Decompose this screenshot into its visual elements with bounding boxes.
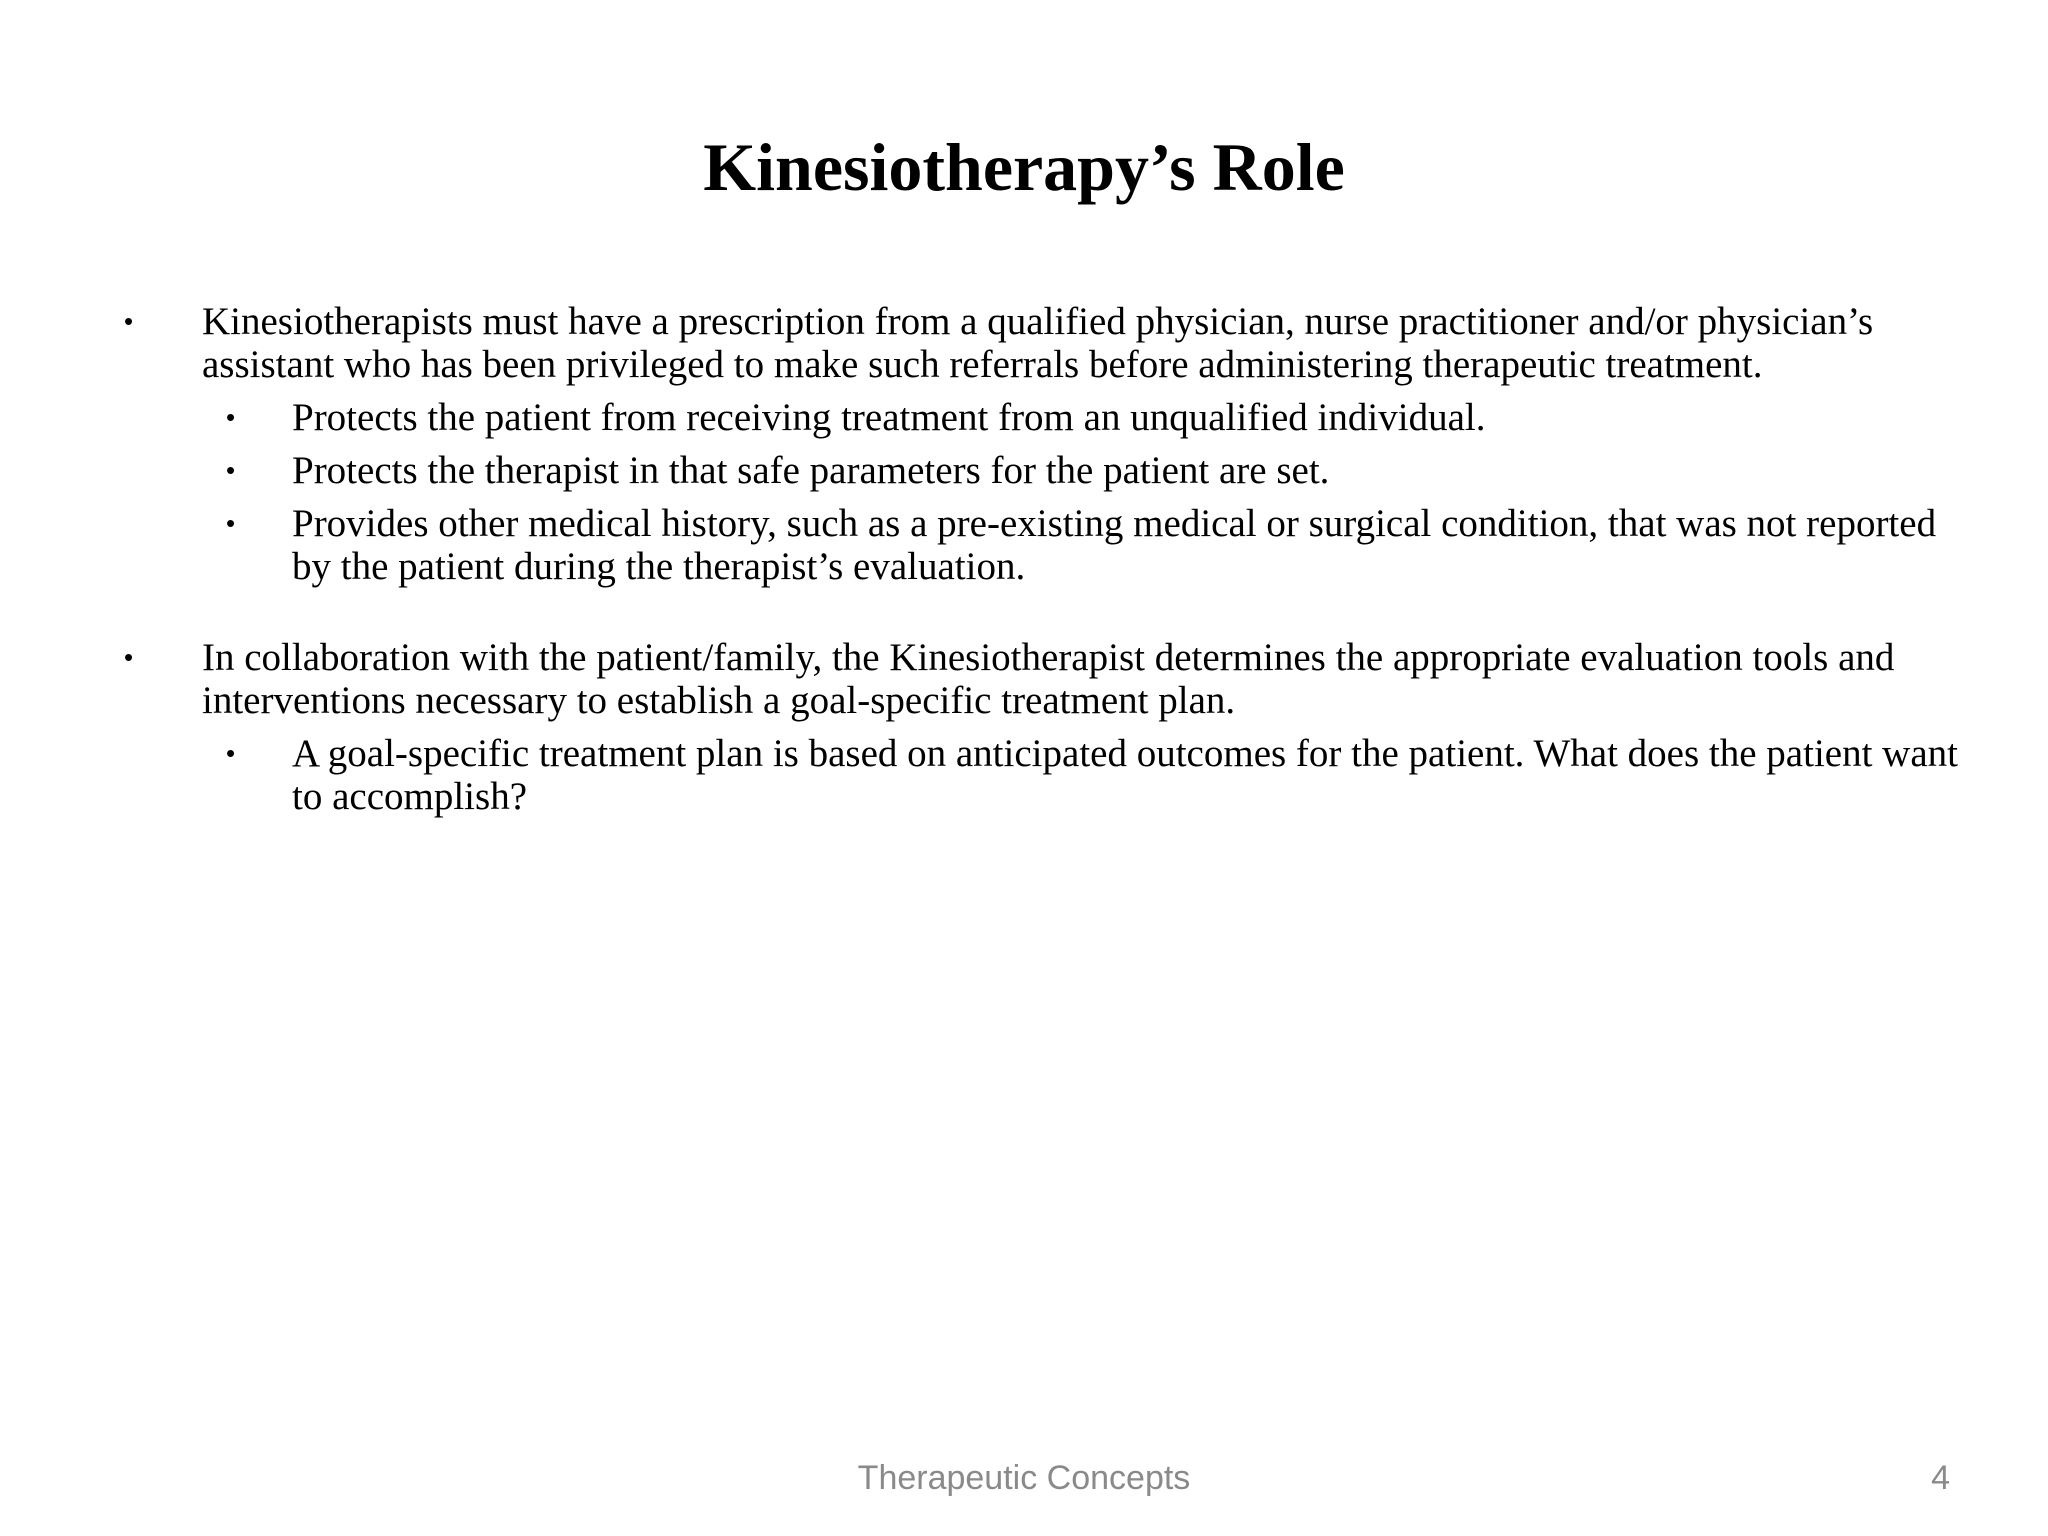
sub-bullet-item bbox=[120, 449, 1980, 492]
bullet-marker: • bbox=[226, 402, 236, 432]
bullet-text: In collaboration with the patient/family, the Kinesiotherapist determines the appropriate evaluation tools and interventions necessary to establish a goal-specific treatment plan. bbox=[202, 636, 1895, 722]
bullet-item bbox=[120, 300, 1980, 386]
bullet-marker: • bbox=[226, 455, 236, 485]
slide-body bbox=[120, 300, 1980, 866]
sub-bullet-text: Protects the therapist in that safe parameters for the patient are set. bbox=[292, 449, 1330, 492]
page-number: 4 bbox=[1931, 1459, 1950, 1497]
bullet-marker: • bbox=[124, 642, 134, 672]
sub-bullet-item bbox=[120, 502, 1980, 588]
slide-title: Kinesiotherapy’s Role bbox=[703, 129, 1345, 205]
footer-text: Therapeutic Concepts bbox=[857, 1459, 1191, 1497]
bullet-item bbox=[120, 636, 1980, 722]
bullet-marker: • bbox=[226, 738, 236, 768]
sub-bullet-item bbox=[120, 732, 1980, 818]
bullet-group-2 bbox=[120, 636, 1980, 818]
sub-bullet-text: Protects the patient from receiving treatment from an unqualified individual. bbox=[292, 396, 1486, 439]
sub-bullet-text: A goal-specific treatment plan is based on anticipated outcomes for the patient. What does the patient want to accomplish? bbox=[292, 732, 1958, 818]
bullet-group-1 bbox=[120, 300, 1980, 588]
bullet-marker: • bbox=[226, 508, 236, 538]
bullet-text: Kinesiotherapists must have a prescription from a qualified physician, nurse practitioner and/or physician’s assistant who has been privileged to make such referrals before administering therapeutic treatment. bbox=[202, 300, 1874, 386]
sub-bullet-text: Provides other medical history, such as a pre-existing medical or surgical condition, that was not reported by the patient during the therapist’s evaluation. bbox=[292, 502, 1937, 588]
bullet-marker: • bbox=[124, 306, 134, 336]
sub-bullet-item bbox=[120, 396, 1980, 439]
